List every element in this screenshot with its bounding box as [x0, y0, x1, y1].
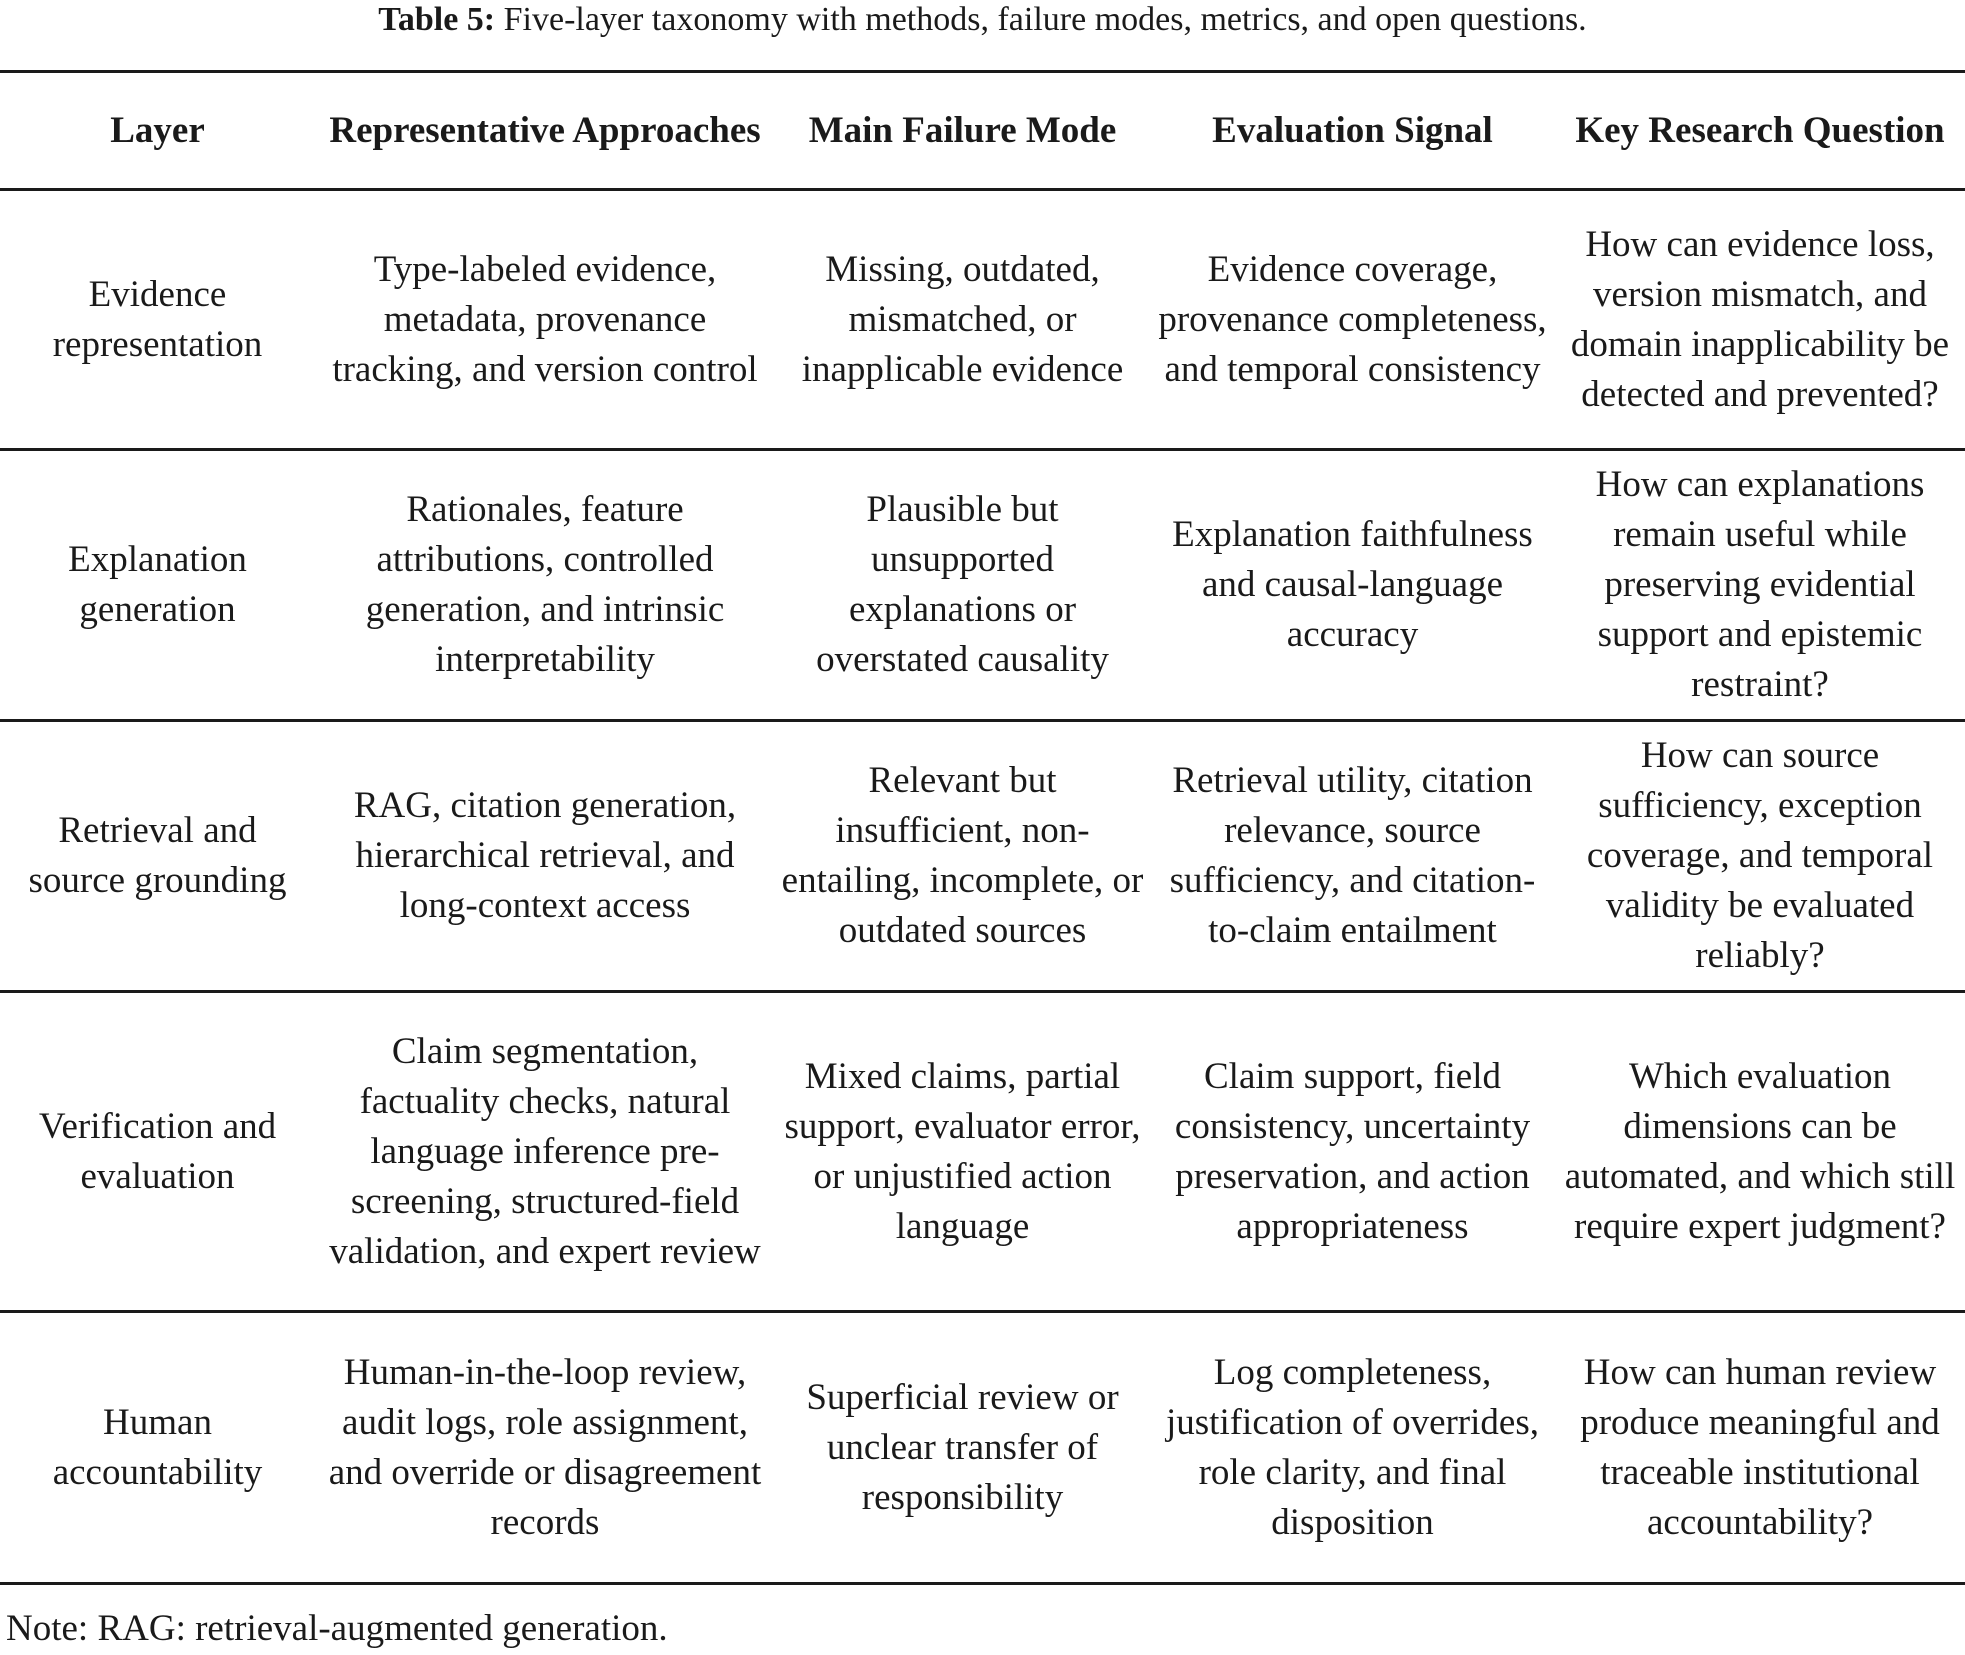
header-layer: Layer [0, 72, 315, 190]
cell-layer: Retrieval and source grounding [0, 721, 315, 992]
cell-evaluation-signal: Claim support, field consistency, uncertainty preservation, and action appropriateness [1150, 992, 1555, 1312]
header-representative-approaches: Representative Approaches [315, 72, 775, 190]
cell-layer: Evidence representation [0, 190, 315, 450]
cell-layer: Explanation generation [0, 450, 315, 721]
cell-research-question: How can explanations remain useful while preserving evidential support and epistemic restraint? [1555, 450, 1965, 721]
cell-failure-mode: Mixed claims, partial support, evaluator error, or unjustified action language [775, 992, 1150, 1312]
cell-approaches: Rationales, feature attributions, controlled generation, and intrinsic interpretability [315, 450, 775, 721]
cell-approaches: RAG, citation generation, hierarchical retrieval, and long-context access [315, 721, 775, 992]
cell-approaches: Type-labeled evidence, metadata, provenance tracking, and version control [315, 190, 775, 450]
header-evaluation-signal: Evaluation Signal [1150, 72, 1555, 190]
table-row [0, 190, 1965, 450]
taxonomy-table [0, 70, 1965, 1585]
cell-research-question: How can source sufficiency, exception coverage, and temporal validity be evaluated reliably? [1555, 721, 1965, 992]
header-key-research-question: Key Research Question [1555, 72, 1965, 190]
table-row [0, 721, 1965, 992]
cell-research-question: How can evidence loss, version mismatch, and domain inapplicability be detected and prevented? [1555, 190, 1965, 450]
cell-layer: Verification and evaluation [0, 992, 315, 1312]
table-caption-label: Table 5: [378, 1, 496, 38]
cell-evaluation-signal: Explanation faithfulness and causal-language accuracy [1150, 450, 1555, 721]
cell-evaluation-signal: Retrieval utility, citation relevance, source sufficiency, and citation-to-claim entailment [1150, 721, 1555, 992]
table-caption [0, 0, 1965, 48]
cell-approaches: Claim segmentation, factuality checks, natural language inference pre-screening, structured-field validation, and expert review [315, 992, 775, 1312]
table-header-row [0, 72, 1965, 190]
table-row [0, 450, 1965, 721]
cell-failure-mode: Relevant but insufficient, non-entailing, incomplete, or outdated sources [775, 721, 1150, 992]
cell-failure-mode: Missing, outdated, mismatched, or inapplicable evidence [775, 190, 1150, 450]
cell-research-question: How can human review produce meaningful and traceable institutional accountability? [1555, 1312, 1965, 1584]
table-note: Note: RAG: retrieval-augmented generation. [6, 1608, 668, 1649]
table-caption-text: Five-layer taxonomy with methods, failure modes, metrics, and open questions. [495, 1, 1587, 38]
cell-layer: Human accountability [0, 1312, 315, 1584]
cell-research-question: Which evaluation dimensions can be automated, and which still require expert judgment? [1555, 992, 1965, 1312]
table-row [0, 992, 1965, 1312]
cell-approaches: Human-in-the-loop review, audit logs, role assignment, and override or disagreement records [315, 1312, 775, 1584]
cell-evaluation-signal: Log completeness, justification of overrides, role clarity, and final disposition [1150, 1312, 1555, 1584]
cell-failure-mode: Superficial review or unclear transfer of responsibility [775, 1312, 1150, 1584]
cell-evaluation-signal: Evidence coverage, provenance completeness, and temporal consistency [1150, 190, 1555, 450]
cell-failure-mode: Plausible but unsupported explanations or overstated causality [775, 450, 1150, 721]
header-main-failure-mode: Main Failure Mode [775, 72, 1150, 190]
table-row [0, 1312, 1965, 1584]
